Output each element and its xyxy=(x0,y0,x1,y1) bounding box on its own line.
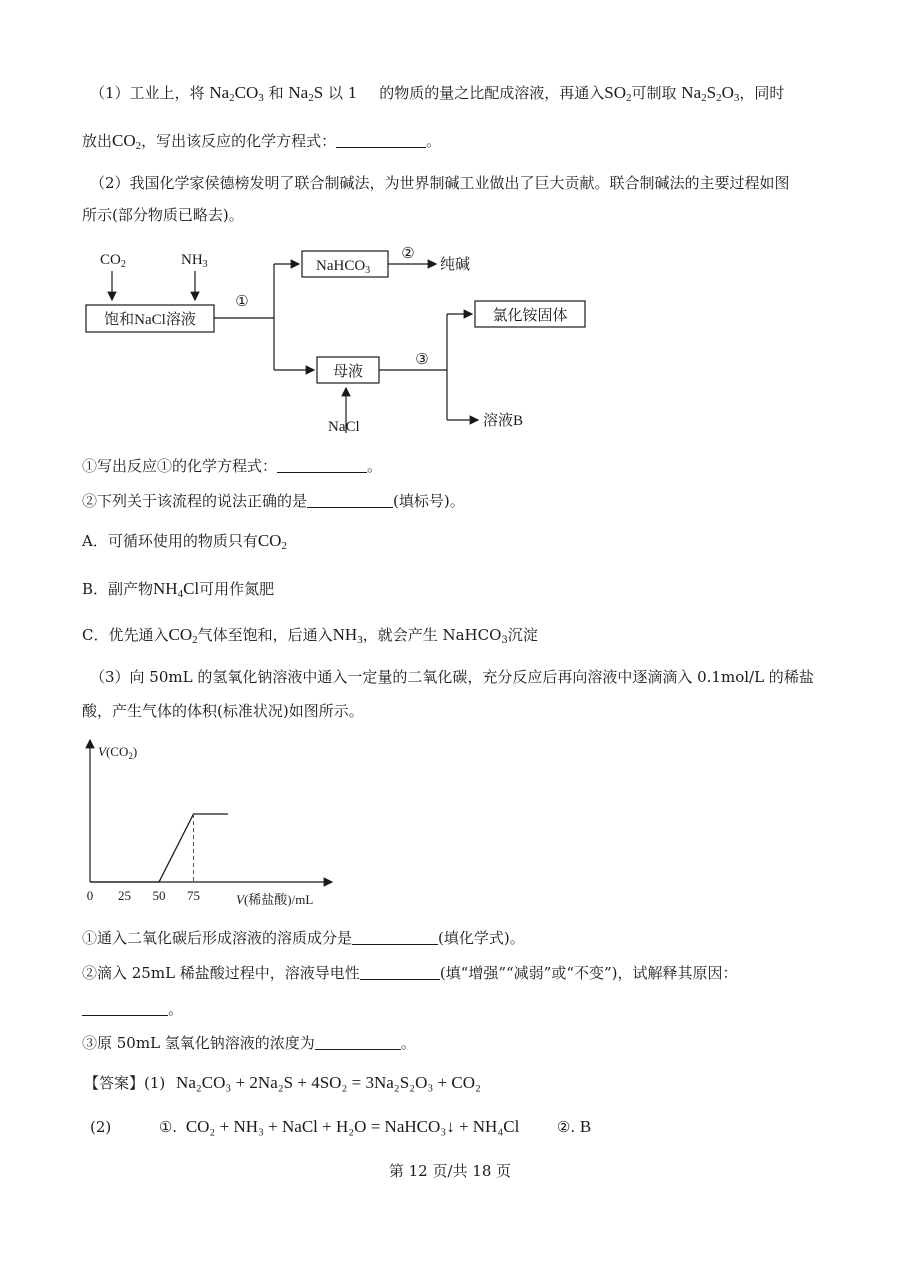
answer-blank xyxy=(360,964,440,980)
x-tick-label: 50 xyxy=(152,888,166,903)
answer-blank xyxy=(352,929,438,945)
q2-line2: 所示(部分物质已略去)。 xyxy=(82,206,244,224)
flow-diagram xyxy=(0,240,900,440)
q3-line1: （3）向 50mL 的氢氧化钠溶液中通入一定量的二氧化碳，充分反应后再向溶液中逐滴滴入 0.1mol/L 的稀盐 xyxy=(90,668,814,686)
q2-sub2: ②下列关于该流程的说法正确的是 (填标号)。 xyxy=(82,492,465,510)
q3-line2: 酸，产生气体的体积(标准状况)如图所示。 xyxy=(82,702,364,720)
answer-blank xyxy=(307,492,393,508)
q3-sub1: ①通入二氧化碳后形成溶液的溶质成分是 (填化学式)。 xyxy=(82,929,525,947)
flow-co2-label: $CO_2$ xyxy=(100,252,126,270)
ammonium-chloride-label: 氯化铵固体 xyxy=(492,308,568,324)
q3-sub3: ③原 50mL 氢氧化钠溶液的浓度为 。 xyxy=(82,1034,416,1052)
co2-volume-chart xyxy=(70,732,370,912)
answer-blank xyxy=(277,457,367,473)
x-tick-label: 25 xyxy=(118,888,131,903)
q1-line1: （1）工业上，将 $Na_2CO_3$ 和 $Na_2S$ 以 1 的物质的量之比配成溶液，再通入$SO_2$可制取 $Na_2S_2O_3$，同时 xyxy=(90,83,785,104)
q3-sub2-line2: 。 xyxy=(82,998,183,1020)
y-axis-label: $V(CO_2)$ xyxy=(98,744,138,761)
mother-liquor-label: 母液 xyxy=(332,364,364,380)
solution-b-label: 溶液B xyxy=(483,413,524,429)
answer-2-2-value: B xyxy=(579,1117,592,1136)
soda-ash-label: 纯碱 xyxy=(440,257,471,273)
flow-nh3-label: $NH_3$ xyxy=(181,252,208,270)
flow-nacl-label: NaCl xyxy=(328,419,360,435)
q3-sub2: ②滴入 25mL 稀盐酸过程中，溶液导电性 (填“增强”“减弱”或“不变”)，试解释其原因： xyxy=(82,964,738,982)
answer-line1: 【答案】(1) Na₂CO₃ + 2Na₂S + 4SO₂ = 3Na₂S₂O₃ + CO₂ xyxy=(84,1073,481,1092)
answer-line2: (2) ①. CO₂ + NH₃ + NaCl + H₂O = NaHCO₃↓ + NH₄Cl ②. B xyxy=(90,1117,592,1136)
q1-line2: 放出$CO_2$，写出该反应的化学方程式： 。 xyxy=(82,131,442,152)
step-3-label: ③ xyxy=(415,352,429,368)
q2-option-c: C．优先通入$CO_2$气体至饱和，后通入$NH_3$，就会产生 NaHCO$_3$沉淀 xyxy=(82,625,538,646)
answer-blank xyxy=(336,132,426,148)
saturated-nacl-label: 饱和NaCl溶液 xyxy=(104,312,196,328)
co2-volume-line xyxy=(90,814,228,882)
page-footer: 第 12 页/共 18 页 xyxy=(388,1162,512,1180)
q2-option-a: A．可循环使用的物质只有$CO_2$ xyxy=(82,531,287,552)
x-tick-label: 0 xyxy=(86,888,94,903)
answer-2-1-equation: CO₂ + NH₃ + NaCl + H₂O = NaHCO₃↓ + NH₄Cl xyxy=(185,1117,520,1136)
answer-1-equation: Na₂CO₃ + 2Na₂S + 4SO₂ = 3Na₂S₂O₃ + CO₂ xyxy=(176,1073,481,1092)
answer-tag: 【答案】 xyxy=(84,1074,145,1092)
x-tick-label: 75 xyxy=(187,888,200,903)
x-axis-label: V(稀盐酸)/mL xyxy=(236,892,314,907)
q2-line1: （2）我国化学家侯德榜发明了联合制碱法，为世界制碱工业做出了巨大贡献。联合制碱法的主要过程如图 xyxy=(90,174,790,192)
step-2-label: ② xyxy=(401,246,415,262)
q2-sub1: ①写出反应①的化学方程式： 。 xyxy=(82,457,383,475)
step-1-label: ① xyxy=(235,294,249,310)
answer-blank xyxy=(315,1034,401,1050)
nahco3-label: NaHCO$_3$ xyxy=(316,258,371,276)
answer-blank xyxy=(82,1000,168,1016)
q2-option-b: B．副产物$NH_4Cl$可用作氮肥 xyxy=(82,579,275,600)
